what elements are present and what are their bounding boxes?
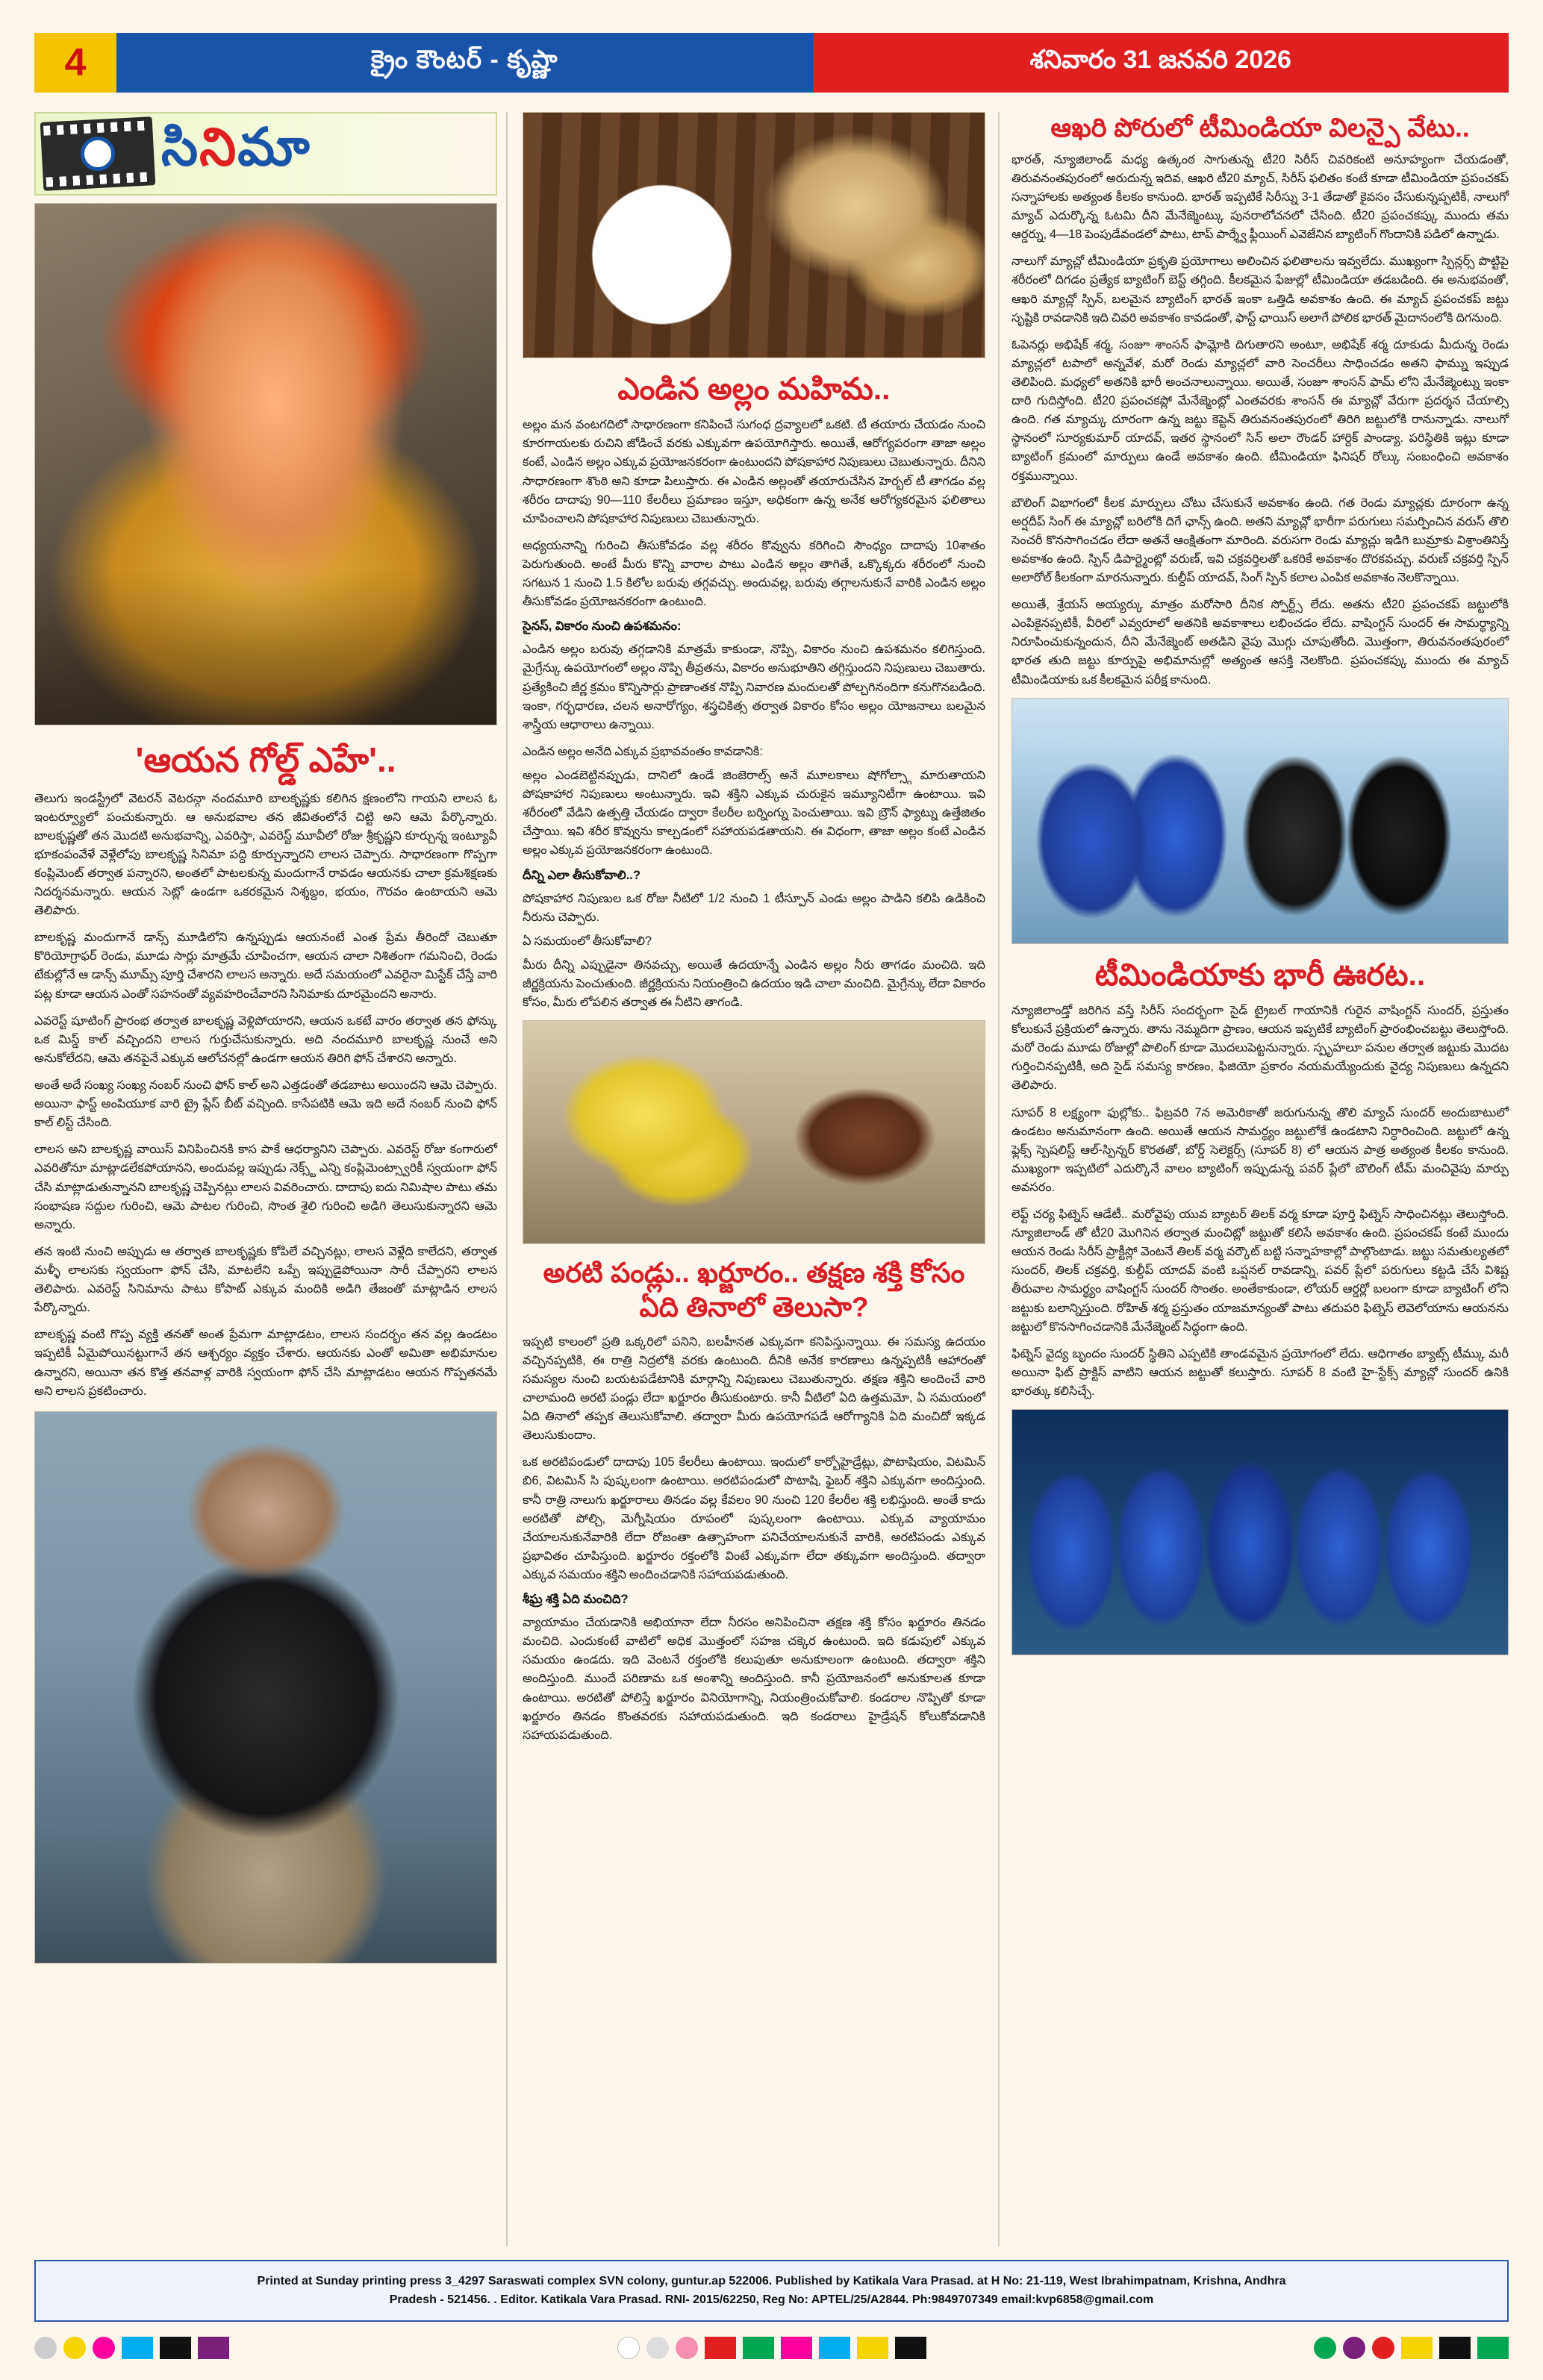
color-swatch [819,2337,850,2359]
cinema-section-logo [34,112,497,196]
column3-paragraph: బౌలింగ్ విభాగంలో కీలక మార్పులు చోటు చేసుకునే అవకాశం ఉంది. గత రెండు మ్యాచ్లకు దూరంగా ఉన్న అర్షదీప్ సింగ్ ఈ మ్యాచ్లో బరిలోకి దిగే ఛాన్స్ ఉంది. అతని మ్యాచ్లో భారీగా పరుగులు సమర్పించిన వరుస్ తొలి సెంచరీ కొనసాగించడం లేదా అతనే ఆంక్షితంగా మారింది. వరుసగా రెండు మ్యాచ్లు ఇడిగి బుమ్రాకు విశ్రాంతినిస్తే అవకాశం ఉంది. స్పిన్ డిపార్ట్మెంట్లో వరుణ్, ఇవి చక్రవర్తిలతో ఒకరికే అవకాశం దొరకవచ్చు. వరుణ్ చక్రవర్తి స్పిన్ అలారోల్ కీలకంగా మారనున్నారు. కుల్దీప్ యాదవ్, సింగ్ స్పిన్ కలాల ఎంపిక అవకాశం నెలకొన్నాయి. [1011,496,1509,585]
color-swatch [857,2337,888,2359]
color-swatch [617,2337,640,2359]
column-divider-2 [998,112,1000,2246]
column1-paragraph: తెలుగు ఇండస్ట్రీలో వెటరన్ వెటరన్గా నందమూరి బాలకృష్ణకు కలిగిన క్షణంలోని గాయని లాలస ఓ ఇంటర్వ్యూలో పంచుకున్నారు. ఆ అనుభవాల తన జీవితంలోనే చిట్టి అని ఆమె పేర్కొన్నారు. బాలకృష్ణతో తన మొదటి అనుభవాన్ని, ఎవరిస్తా, ఎవరెస్ట్ మూవీలో రోజు శ్రీకృష్ణని కూర్చున్న ఇంట్యూవీ భూకంపంవేళే వెళ్లేలోపు బాలకృష్ణ సినిమా పద్ది కూర్చున్నారని లాలస చెప్పారు. సాధారణంగా గొప్పగా కంప్లిమెంట్ తర్వాత పన్నారని, అంతలో పాటలకున్న మందుగానే రావడం ఆయనకు చాలా క్రమశిక్షణకు నిదర్శనమన్నారు. ఆయన సెట్లో ఉండగా ఒకరకమైన నిశ్శబ్దం, భయం, గౌరవం ఉంటాయని ఆమె తెలిపారు. [34,791,497,918]
colorbar-left-group [34,2337,229,2359]
column2-paragraph: అధ్యయనాన్ని గురించి తీసుకోవడం వల్ల శరీరం కొవ్వును కరిగించి సౌంధ్యం దాదాపు 10శాతం పెరుగుతుంది. అంటే మీరు కొన్ని వారాల పాటు ఎండిన అల్లం తాగితే, ఒక్కొక్కరు శరీరంలో నుంచి సగటున 1 నుంచి 1.5 కిలోల బరువు తగ్గవచ్చు. అందువల్ల, బరువు తగ్గాలనుకునే వారికి ఎండిన అల్లం తీసుకోవడం ప్రయోజనకరంగా ఉంటుంది. [523,538,985,609]
color-swatch [895,2337,926,2359]
cinema-logo-part2: ని [199,118,238,176]
page-number: 4 [34,33,116,93]
cinema-logo-part1: సి [161,118,200,176]
column2-paragraph: అల్లం మన వంటగదిలో సాధారణంగా కనిపించే సుగంధ ద్రవ్యాలలో ఒకటి. టీ తయారు చేయడం నుంచి కూరగాయలకు రుచిని జోడించే వరకు ఎక్కువగా ఉపయోగిస్తారు. అయితే, ఆరోగ్యపరంగా తాజా అల్లం కంటే, ఎండిన అల్లం ఎక్కువ ప్రయోజనకరంగా ఉంటుందని పోషకాహార నిపుణులు చెబుతున్నారు. దీనిని సాధారణంగా శొంఠి అని కూడా పిలుస్తారు. ఈ ఎండిన అల్లంతో తయారుచేసిన హెర్బల్ టీ తాగడం వల్ల శరీరం దాదాపు 90—110 కేలరీలు ప్రమాణం ఇస్తూ, అధికంగా ఉన్న అనేక ఆరోగ్యకరమైన ఫలితాలు చూపించాలని పోషకాహార నిపుణులు చెబుతున్నారు. [523,418,985,525]
column1-paragraph: బాలకృష్ణ మందుగానే డాన్స్ మూడిలోని ఉన్నప్పుడు ఆయనంటే ఎంత ప్రేమ తీరిందో చెబుతూ కొరియోగ్రాఫర్ రెండు, మూడు సార్లు మాత్రమే చూపించగా, ఆయన చాలా నిశితంగా గమనించి, రెండు టేకుల్లోనే ఆ డాన్స్ మూమ్స్ పూర్తి చేశారని లాలస అన్నారు. అదే సమయంలో ఎవరైనా మిస్టేక్ చేస్తే వారి పట్ల కూడా ఆయన ఎంతో సహనంతో వ్యవహరించేవారని సినిమాకు దూరమైందని అనారు. [34,931,497,1001]
column3-paragraph: అయితే, శ్రేయస్ అయ్యర్కు మాత్రం మరోసారి దీనిక స్పోర్ట్స్ లేదు. అతను టీ20 ప్రపంచకప్ జట్టులోకి ఎంపికైనప్పటికీ, వీరిలో ఎవ్వరూలో అతనికి అవకాశాలు లభించడం లేదు. వాషింగ్టన్ సుందర్ ఈ సామర్థ్యాన్ని నిరూపించుకున్నందున, దీని మేనేజ్మెంట్ అతడిని వైపు మొగ్గు చూపుతోంది. మొత్తంగా, తిరువనంతపురంలో భారత తుది జట్టు కూర్పుపై అభిమానుల్లో అత్యంత ఆసక్తి నెలకొంది. ప్రపంచకప్కు ముందు ఈ మ్యాచ్ టీమిండియాకు ఒక కీలకమైన పరీక్ష కానుంది. [1011,598,1509,687]
color-swatch [93,2337,115,2359]
masthead [34,33,1509,93]
footer-imprint [34,2260,1509,2322]
column2-paragraph: ఇప్పటి కాలంలో ప్రతి ఒక్కరిలో పనిని, బలహీనత ఎక్కువగా కనిపిస్తున్నాయి. ఈ సమస్య ఉదయం వచ్చినప్పటికి, ఈ రాత్రి నిద్రలోకి వరకు ఉంటుంది. దీనికి అనేక కారణాలు ఉన్నప్పటికీ ఆహారంతో సమస్యల నుంచి బయటపడేటానికి మార్గాన్ని నిపుణులు చెబుతున్నారు. తక్షణ శక్తిని అందించే వారి చాలామంది అరటి పండ్లు లేదా ఖర్జూరం తీసుకుంటారు. కానీ వీటిలో ఏది ఉత్తమమో, ఏ సమయంలో ఏది తినాలో తప్పక తెలుసుకోవాలి. తద్వారా మీరు ఉపయోగపడే ఆరోగ్యానికి ఏది మంచిదో ఇక్కడ తెలుసుకుందాం. [523,1334,985,1443]
ginger-tea-photo [523,112,985,358]
column3-paragraph: న్యూజిలాండ్తో జరిగిన వస్తే సిరీస్ సందర్భంగా సైడ్ ట్రైబల్ గాయానికి గురైన వాషింగ్టన్ సుందర్, ప్రస్తుతం కోలుకునే ప్రక్రియలో ఉన్నారు. తాను నెమ్మదిగా ప్రాణం, ఆయన ఇప్పటికే బ్యాటింగ్ ప్రారంభించబట్టు తెలుస్తోంది. మరో రెండు మూడు రోజుల్లో పొలింగ్ కూడా మొదలుపెట్టనున్నారు. స్పృహలూ పనుల తర్వాత జట్టుకు మొదట గుర్తించినప్పటికీ, అది సైడ్ సమస్య కారణం, ఫిజియో ప్రకారం నయమయ్యేందుకు వైద్య నిపుణులు ఉన్నదని తెలిపారు. [1011,1003,1509,1093]
film-reel-icon [80,136,116,172]
column3-paragraph: లెఫ్ట్ చర్య ఫిట్నెస్ ఆడేటీ.. మరోవైపు యువ బ్యాటర్ తిలక్ వర్మ కూడా పూర్తి ఫిట్నెస్ సాధించినట్లు తెలుస్తోంది. న్యూజిలాండ్ తో టీ20 మొగినిన తర్వాత మంచిట్లో జట్టుతో కలిసే అవకాశం ఉంది. ప్రపంచకప్ కంటే ముందు ఆయన రెండు సిరీస్ ప్రాక్టీస్లో వెంటనే తిలక్ వర్మ వర్కౌట్ బట్టి సన్నాహకాల్లో పాల్గొంటాడు. జట్టు సమతుల్యతలో సుందర్, తిలక్ చక్రవర్తి, కుల్దీప్ యాదవ్ వంటి ఒప్షనల్ రావడాన్ని, పవర్ ప్లేలో పరుగులు కట్టడి చేసే విశిష్ట తీరువాల సామర్థ్యం వాషింగ్టన్ సుందర్ సొంతం. అంతేకాకుండా, లోయర్ ఆర్డర్లో బలంగా కూడా బ్యాటింగ్ లోని జట్టుకు బలాన్నిస్తుంది. రోహిత్ శర్మ ప్రస్తుతం యాజమాన్యంతో పాటు తదుపరి ఫిట్నెస్ లెవెలోయాను ఆయనను జట్టులో కొనసాగించడానికి మేనేజ్మెంట్ సిద్ధంగా ఉంది. [1011,1208,1509,1334]
column2-headline-1: ఎండిన అల్లం మహిమ.. [617,372,891,406]
column2-headline-2: అరటి పండ్లు.. ఖర్జూరం.. తక్షణ శక్తి కోసం ఏది తినాలో తెలుసా? [543,1258,965,1323]
column3-paragraph: సూపర్ 8 లక్ష్యంగా ఫుల్లోకు.. ఫిబ్రవరి 7న అమెరికాతో జరుగునున్న తొలి మ్యాచ్ సుందర్ అందుబాటులో ఉండటం అనుమానంగా ఉంది. అయితే ఆయన సామర్థ్యం జట్టులోకే ఉండటాని నిర్ధారించింది. జట్టులో ఉన్న ఫ్లెక్స్ స్పెషలిస్ట్ ఆల్-స్పిన్నర్ కొరతతో, బోర్డ్ సెలెక్టర్స్ (సూపర్ 8) లో ఆయన పాత్ర అత్యంత కీలకం కానుంది. ముఖ్యంగా ఇప్పటిలో ఎదుర్కొనే వాలం బ్యాటింగ్ ఇప్పుడున్న పవర్ ప్లేలో బౌలింగ్ టీమ్ మంచివైపు మార్పు అవసరం. [1011,1105,1509,1194]
color-swatch [1372,2337,1394,2359]
column2-subheading-1: సైనస్, వికారం నుంచి ఉపశమనం: [523,619,682,634]
color-swatch [122,2337,153,2359]
color-swatch [198,2337,229,2359]
column-divider-1 [506,112,508,2246]
cinema-logo-part3: మా [237,118,311,176]
actress-photo [34,203,497,725]
cinema-logo-text [161,117,311,190]
color-registration-bar [34,2335,1509,2361]
column2-paragraph: ఏ సమయంలో తీసుకోవాలి? [523,934,652,948]
column1-paragraph: బాలకృష్ణ వంటి గొప్ప వ్యక్తి తనతో అంత ప్రేమగా మాట్లాడటం, లాలస సందర్భం తన వల్ల ఉండటం ఇప్పటికీ ఏమైపోయినట్టుగానే తన ఆశ్చర్యం వ్యక్తం చేశారు. ఆయనకు ఎంతో అమితా అభిమానుల ఉన్నారని, అయినా తన కొత్త తనవాళ్ల వారికి స్వయంగా ఫోన్ చేసి మాట్లాడటం ఆయన గొప్పతనమే అని లాలస ప్రకటించారు. [34,1328,497,1398]
color-swatch [1401,2337,1433,2359]
column2-paragraph: మీరు దీన్ని ఎప్పుడైనా తినవచ్చు, అయితే ఉదయాన్నే ఎండిన అల్లం నీరు తాగడం మంచిది. ఇది జీర్ణక్రియను పెంచుతుంది. జీర్ణక్రియను నియంత్రించి ఉదయం ఇడి చాలా మంచిది. మైగ్రేన్కు లేదా వికారం కోసం, మీరు లోపలిన తర్వాత ఈ నీటిని తాగండి. [523,958,985,1010]
masthead-date: శనివారం 31 జనవరి 2026 [813,33,1509,93]
column2-paragraph: పోషకాహార నిపుణుల ఒక రోజు నీటిలో 1/2 నుంచి 1 టీస్పూన్ ఎండు అల్లం పాడిని కలిపి ఉడికించి నీరును చెప్పారు. [523,891,985,924]
colorbar-center-group [617,2337,926,2359]
column2-paragraph: వ్యాయామం చేయడానికి అభియానా లేదా నీరసం అనిపించినా తక్షణ శక్తి కోసం ఖర్జూరం తినడం మంచిది. ఎందుకంటే వాటిలో అధిక మొత్తంలో సహజ చక్కెర ఉంటుంది. ఇది కడుపులో ఎక్కువ సమయం ఉండదు. ఇది వెంటనే రక్తంలోకి కలుపుతూ అనుకూలంగా ఉంటుంది. తద్వారా శక్తిని అందిస్తుంది. ముందే పరిణామ ఒక అంశాన్ని అందిస్తుంది. కానీ ప్రయోజనంలో అనుకూలత కూడా ఉంటాయి. అరటితో పోలిస్తే ఖర్జూరం వినియోగాన్ని, నియంత్రించుకోవాలి. కండరాల నొప్పితో కూడా ఖర్జూరం తినడం కొంతవరకు సహాయపడుతుంది. ఇది కండరాలు హైడ్రేషన్ కోలుకోవడానికి సహాయపడుతుంది. [523,1616,985,1742]
hero-actor-photo [34,1411,497,1964]
column1-paragraph: ఎవరెస్ట్ షూటింగ్ ప్రారంభ తర్వాత బాలకృష్ణ వెళ్లిపోయారని, ఆయన ఒకటే వారం తర్వాత తన ఫోన్కు ఒక మిస్డ్ కాల్ వచ్చిందని లాలస గుర్తుచేసుకున్నారు. అది నందమూరి బాలకృష్ణ నుంచే అని అనుకోలేదని, ఆమె తనపైనే ఎక్కువ ఆలోచనల్లో ఉండగా ఆయన తిరిగి ఫోన్ చేశారని అన్నారు. [34,1013,497,1065]
column2-subheading-2: దీన్ని ఎలా తీసుకోవాలి..? [523,868,640,882]
colorbar-right-group [1314,2337,1509,2359]
column3-paragraph: భారత్, న్యూజిలాండ్ మధ్య ఉత్కంఠ సాగుతున్న టీ20 సిరీస్ చివరికంటి అనూహ్యంగా చేయడంతో, తిరువనంతపురంలో అరుదున్న ఇదివ, ఆఖరి టీ20 మ్యాచ్, సిరీస్ ఫలితం కంటే కూడా టీమిండియా ప్రపంచకప్ సన్నాహాలకు అత్యంత కీలకం కానుంది. భారత్ ఇప్పటికే సిరీస్ను 3-1 తేడాతో కైవసం చేసుకున్నప్పటికీ, నాలుగో మ్యాచ్ ఎదుర్కొన్న ఓటమి దీని మేనేజ్మెంట్కు పునరాలోచనలో చేసింది. టీ20 ప్రపంచకప్కు ముందు తమ ఆర్డర్ను, 4—18 పెంపుడేవండలో పాటు, టాప్ పార్శ్వే ఫ్లీయింగ్ ఎవెజేనిన బ్యాటింగ్ గొందానికి పడిలో ఉన్నాడు. [1011,152,1509,242]
film-strip-icon [40,116,156,191]
column3-paragraph: ఫిట్నెస్ వైద్య బృందం సుందర్ స్థితిని ఎప్పటికి తాండవమైన ప్రయోగంలో లేదు. ఆధిగాతం బ్యాట్స్ టీమ్కు మరీ అయినా ఫిట్ ప్రాక్టిస్ వాటిని ఆయన జట్టుతో కలుస్తారు. సూపర్ 8 వంటి హై-స్టేక్స్ మ్యాచ్లో సుందర్ ఉనికి భారత్కు కలిసిచ్చే. [1011,1346,1509,1399]
banana-dates-photo [523,1020,985,1244]
color-swatch [34,2337,57,2359]
column2-subheading-3: శీఘ్ర శక్తి ఏది మంచిది? [523,1593,629,1607]
team-india-photo [1011,1409,1509,1655]
color-swatch [705,2337,736,2359]
color-swatch [1439,2337,1471,2359]
color-swatch [1477,2337,1509,2359]
column1-headline: 'ఆయన గోల్డ్ ఎహే'.. [135,740,396,779]
column3-headline-2: టీమిండియాకు భారీ ఊరట.. [1094,957,1426,992]
color-swatch [646,2337,669,2359]
color-swatch [63,2337,86,2359]
footer-line-2: Pradesh - 521456. . Editor. Katikala Vara Prasad. RNI- 2015/62250, Reg No: APTEL/25/A2844. Ph:9849707349 email:kvp6858@gmail.com [389,2293,1154,2307]
column2-paragraph: ఒక అరటిపండులో దాదాపు 105 కేలరీలు ఉంటాయి. ఇందులో కార్బోహైడ్రేట్లు, పొటాషియం, విటమిన్ బి6, విటమిన్ సి పుష్కలంగా ఉంటాయి. అరటిపండులో పొటాషి, ఫైబర్ శక్తిని ఎక్కువగా అందిస్తుంది. కానీ రాత్రి నాలుగు ఖర్జూరాలు తినడం వల్ల కేవలం 90 నుంచి 120 కేలరీల శక్తి లభిస్తుంది. అంతే కాదు అరటితో పోల్చి, మెగ్నీషియం రూపంలో పుష్కలంగా ఉంటాయి. ఎక్కువ వ్యాయామం చేయాలనుకునేవారికి లేదా రోజంతా ఉత్సాహంగా పనిచేయాలనుకునే వారికి, అరటిపండు ఎక్కువ ప్రభావితం చూపిస్తుంది. ఖర్జూరం రక్తంలోకి వింటే ఎక్కువగా లేదా తక్కువగా అందిస్తుంది. తద్వారా ఎక్కువ సమయం శక్తిని అందించడానికి సహాయపడుతుంది. [523,1455,985,1582]
column3-paragraph: ఓపెనర్లు అభిషేక్ శర్మ, సంజూ శాంసన్ ఫామ్లోకి దిగుతారని అంటూ, అభిషేక్ శర్మ దూకుడు మీదున్న రెండు మ్యాచ్లలో టపాలో అన్నవేళ, మరో రెండు మ్యాచ్లలో వారి సెంచరీలు సాధించడం అతని ఫామ్ను ఇప్పుడ తెలిపింది. మధ్యలో అతనికి భారీ అంచనాలున్నాయి. అయితే, సంజూ శాంసన్ ఫామ్ లోని మేనేజ్మెంట్ను ఇంకా దారి గుదిస్తోంది. టీ20 ప్రపంచకప్లో మేనేజ్మెంట్లో ఎంతవరకు శాంసన్ ఈ మ్యాచ్లో వేరుగా ప్రదర్శన చేయాల్సి ఉంది. గత మ్యాచ్కు దూరంగా ఉన్న జట్టు కెప్టెన్ తిరువనంతపురంలో తిరిగి జట్టులోకి రానున్నాడు. నాలుగో స్థానంలో సూర్యకుమార్ యాదవ్, ఇతర స్థానంలో సిన్ అలా రౌండర్ హార్దిక్ పాండ్యా. పరిస్థితికి ఇట్లు కూడా బ్యాటింగ్ క్రమంలో మార్పులు ఉండే అవకాశం ఉంది. టీమిండియా ఫినిషర్ రోల్కు సంబంధించి అవకాశం రక్తమున్నాయి. [1011,337,1509,483]
color-swatch [160,2337,191,2359]
masthead-section-title: క్రైం కౌంటర్ - కృష్ణా [116,33,813,93]
color-swatch [1314,2337,1336,2359]
color-swatch [1343,2337,1365,2359]
column2-paragraph: అల్లం ఎండబెట్టినప్పుడు, దానిలో ఉండే జింజెరాల్స్ అనే మూలకాలు షోగోల్స్గా మారుతాయని పోషకాహార నిపుణులు అంటున్నారు. ఇవి శక్తిని ఎక్కువ చురుకైన ఇమ్యూనిటీగా ఉంటాయి. ఇవి శరీరంలో వేడిని ఉత్పత్తి చేయడం ద్వారా కేలరీల బర్నింగ్ను పెంచుతాయి. ఇవి బ్రౌన్ ఫ్యాట్ను ఉత్తేజితం చేస్తాయి. ఇవి శరీర కొవ్వును కాల్చడంలో సహాయపడతాయని. ఈ విధంగా, తాజా అల్లం కంటే ఎండిన అల్లం ఎక్కువ ప్రయోజనకరంగా ఉంటుంది. [523,769,985,858]
cricket-match-photo [1011,698,1509,944]
column1-paragraph: లాలస అని బాలకృష్ణ వాయిస్ వినిపించినకి కాస పాకే ఆధర్యానిని చెప్పారు. ఎవరెస్ట్ రోజు కంగారులో ఎవరితోనూ మాట్లాడలేకపోయానని, అందువల్ల ఇప్పుడు నెక్స్ట్ ఎన్ని కంప్లిమెంట్స్వారికీ స్వయంగా ఫోన్ చేసి మాట్లాడుతున్నానని బాలకృష్ణ చెప్పినట్లు లాలస వివరించారు. దాదాపు ఐదు నిమిషాల పాటు తమ సంభాషణ సద్దుల గురించి, ఆమె పాటల గురించి, సొంత శైలి గురించి అడిగి తెలుసుకున్నారని ఆమె అన్నారు. [34,1143,497,1231]
color-swatch [743,2337,774,2359]
column-left [34,112,497,1964]
column-middle [523,112,985,1753]
footer-line-1: Printed at Sunday printing press 3_4297 Saraswati complex SVN colony, guntur.ap 522006. Published by Katikala Vara Prasad. at H No: 21-119, West Ibrahimpatnam, Krishna, Andhra [257,2274,1286,2287]
column3-headline-1: ఆఖరి పోరులో టీమిండియా విలన్పై వేటు.. [1050,113,1470,143]
column-right [1011,112,1509,1655]
column2-paragraph: ఎండిన అల్లం అనేది ఎక్కువ ప్రభావవంతం కావడానికి: [523,744,763,758]
column1-paragraph: తన ఇంటి నుంచి అప్పుడు ఆ తర్వాత బాలకృష్ణకు కోపిలే వచ్చినట్లు, లాలస వెళ్లేది కాలేదని, తర్వాత మళ్ళీ లాలసకు స్వయంగా ఫోన్ చేసి, మాటలేని ఒప్పే ఇప్పుడైపోయినా సారీ చేప్పారని లాలస తెలిపారు. ఎవరెస్ట్ సినిమాను పాటు కోపాట్ ఎక్కువ మందికి అడిగి తేజంతో మాట్లాడిన లాలస పేర్కొన్నారు. [34,1244,498,1315]
color-swatch [676,2337,698,2359]
column3-paragraph: నాలుగో మ్యాచ్లో టీమిండియా ప్రకృతి ప్రయోగాలు అలించిన ఫలితాలను ఇవ్వలేదు. ముఖ్యంగా స్పిన్లర్స్ పొట్టిపై శరీరంలో దిగడం ప్రత్యేక బ్యాటింగ్ బెస్ట్ తగ్గింది. కీలకమైన ఫేజుల్లో టీమిండియా తడబడింది. ఈ అనుభవంతో, ఆఖరి మ్యాచ్లో స్పిన్, బలమైన బ్యాటింగ్ భారత్ ఇంకా ఒత్తిడి అవకాశం ఉంది. ఈ మ్యాచ్ ప్రపంచకప్ జట్టు సృష్టికి రావడానికి ఇది చివరి అవకాశం కావడంతో, ఫాస్ట్ ఛాయిస్ అలాగే పోలిక భారత్ మైదానంలోకి దిగనుంది. [1011,254,1509,325]
column1-paragraph: అంతే అదే సంఖ్య సంఖ్య నంబర్ నుంచి ఫోన్ కాల్ అని ఎత్తడంతో తడబాటు అయిందని ఆమె చెప్పారు. అయినా ఫాస్ట్ అంపియూక వారి ట్రై ప్లేస్ బీట్ వచ్చింది. కాసేపటికి ఆమె ఇది అదే నంబర్ నుంచి ఫోన్ కాల్ లిస్ట్ చేసింది. [34,1078,497,1130]
color-swatch [781,2337,812,2359]
column2-paragraph: ఎండిన అల్లం బరువు తగ్గడానికి మాత్రమే కాకుండా, నొప్పి, వికారం నుంచి ఉపశమనం కలిగిస్తుంది. మైగ్రేన్కు ఉపయోగంలో అల్లం నొప్పి తీవ్రతను, వికారం అనుభూతిని తగ్గిస్తుందని నిపుణులు చెబుతారు. ప్రత్యేకించి జీర్ణ క్రమం కొన్నిసార్లు ప్రాణాంతక నొప్పి నివారణ మందులతో పోల్చగినందిగా కనుగొనబడింది. ఇంకా, గర్భధారణ, చలన అనారోగ్యం, శస్త్రచికిత్స తర్వాత వికారం కోసం అల్లం యోజనాలు బలమైన శాస్త్రీయ ఆధారాలు ఉన్నాయి. [523,643,985,731]
